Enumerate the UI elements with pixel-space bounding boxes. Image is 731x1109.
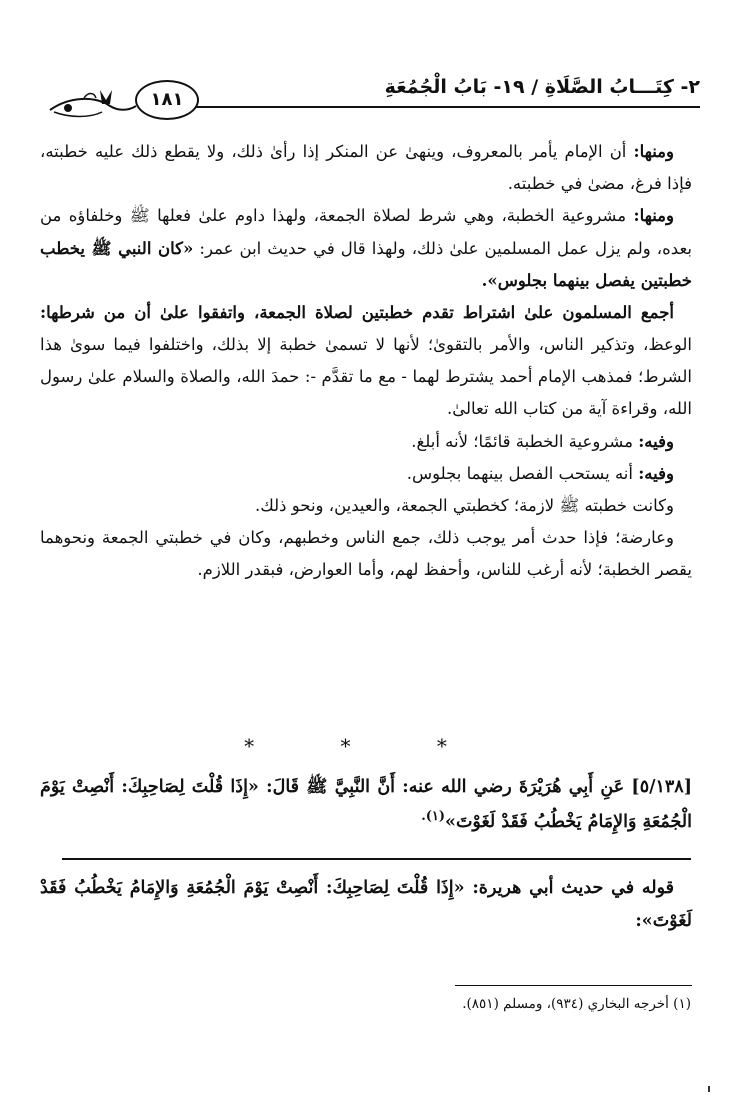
footnote-marker: (١). bbox=[421, 809, 446, 825]
paragraph-1-lead: ومنها: bbox=[633, 142, 674, 161]
paragraph-2-quote: «كان النبي ﷺ يخطب خطبتين يفصل بينهما بجلوس». bbox=[40, 238, 692, 290]
paragraph-2-lead: ومنها: bbox=[633, 206, 674, 226]
paragraph-7 bbox=[40, 522, 692, 586]
section-separator: * * * bbox=[244, 734, 487, 758]
paragraph-2-text: مشروعية الخطبة، وهي شرط لصلاة الجمعة، ولهذا داوم علىٰ فعلها ﷺ وخلفاؤه من بعده، ولم يزل عمل المسلمين علىٰ ذلك، ولهذا قال في حديث ابن عمر: bbox=[40, 206, 692, 258]
paragraph-6-text: وكانت خطبته ﷺ لازمة؛ كخطبتي الجمعة، والعيدين، ونحو ذلك. bbox=[255, 495, 674, 515]
paragraph-3 bbox=[40, 297, 692, 426]
paragraph-6 bbox=[40, 490, 692, 522]
paragraph-1-text: أن الإمام يأمر بالمعروف، وينهىٰ عن المنكر إذا رأىٰ ذلك، ولا يقطع ذلك عليه خطبته، فإذا فرغ، مضىٰ في خطبته. bbox=[40, 142, 692, 194]
commentary-lead: قوله في حديث أبي هريرة: bbox=[472, 878, 674, 898]
edge-mark bbox=[708, 1086, 710, 1092]
paragraph-5-text: أنه يستحب الفصل بينهما بجلوس. bbox=[406, 463, 639, 483]
main-text bbox=[40, 136, 692, 586]
header-title: ٢- كِتَـــابُ الصَّلَاةِ / ١٩- بَابُ الْجُمُعَةِ bbox=[384, 76, 700, 98]
hadith-body: [٥/١٣٨] عَنِ أَبِي هُرَيْرَةَ رضي الله عنه: أَنَّ النَّبِيَّ ﷺ قَالَ: «إِذَا قُلْتَ لِصَاحِبِكَ: أَنْصِتْ يَوْمَ الْجُمُعَةِ وَالإِمَامُ يَخْطُبُ فَقَدْ لَغَوْتَ» bbox=[40, 777, 692, 832]
footnote: (١) أخرجه البخاري (٩٣٤)، ومسلم (٨٥١). bbox=[462, 996, 691, 1012]
hadith-text bbox=[40, 770, 692, 839]
hadith-divider bbox=[62, 858, 691, 860]
header-rule bbox=[180, 106, 700, 108]
paragraph-3-text: الوعظ، وتذكير الناس، والأمر بالتقوىٰ؛ لأنها لا تسمىٰ خطبة إلا بذلك، واختلفوا فيما سوىٰ هذا الشرط؛ فمذهب الإمام أحمد يشترط لهما - مع ما تقدَّم -: حمدَ الله، والصلاة والسلام علىٰ رسول الله، وقراءة آية من كتاب الله تعالىٰ. bbox=[40, 335, 692, 419]
paragraph-3-lead: أجمع المسلمون علىٰ اشتراط تقدم خطبتين لصلاة الجمعة، واتفقوا علىٰ أن من شرطها: bbox=[40, 302, 674, 322]
paragraph-5 bbox=[40, 458, 692, 490]
hadith-block bbox=[40, 770, 692, 839]
commentary-text bbox=[40, 872, 692, 939]
page-header bbox=[40, 72, 700, 122]
paragraph-4 bbox=[40, 426, 692, 458]
paragraph-1 bbox=[40, 136, 692, 200]
paragraph-5-lead: وفيه: bbox=[638, 463, 674, 483]
page-number: ١٨١ bbox=[135, 80, 199, 120]
paragraph-4-text: مشروعية الخطبة قائمًا؛ لأنه أبلغ. bbox=[411, 431, 639, 451]
commentary-block bbox=[40, 872, 692, 939]
footnote-rule bbox=[455, 985, 692, 986]
commentary-quote: «إِذَا قُلْتَ لِصَاحِبِكَ: أَنْصِتْ يَوْمَ الْجُمُعَةِ وَالإِمَامُ يَخْطُبُ فَقَدْ لَغَوْتَ»: bbox=[40, 878, 692, 932]
paragraph-7-text: وعارضة؛ فإذا حدث أمر يوجب ذلك، جمع الناس وخطبهم، وكان في خطبتي الجمعة ونحوهما يقصر الخطبة؛ لأنه أرغب للناس، وأحفظ لهم، وأما العوارض، فبقدر اللازم. bbox=[40, 528, 692, 580]
paragraph-2 bbox=[40, 200, 692, 297]
paragraph-4-lead: وفيه: bbox=[638, 431, 674, 451]
